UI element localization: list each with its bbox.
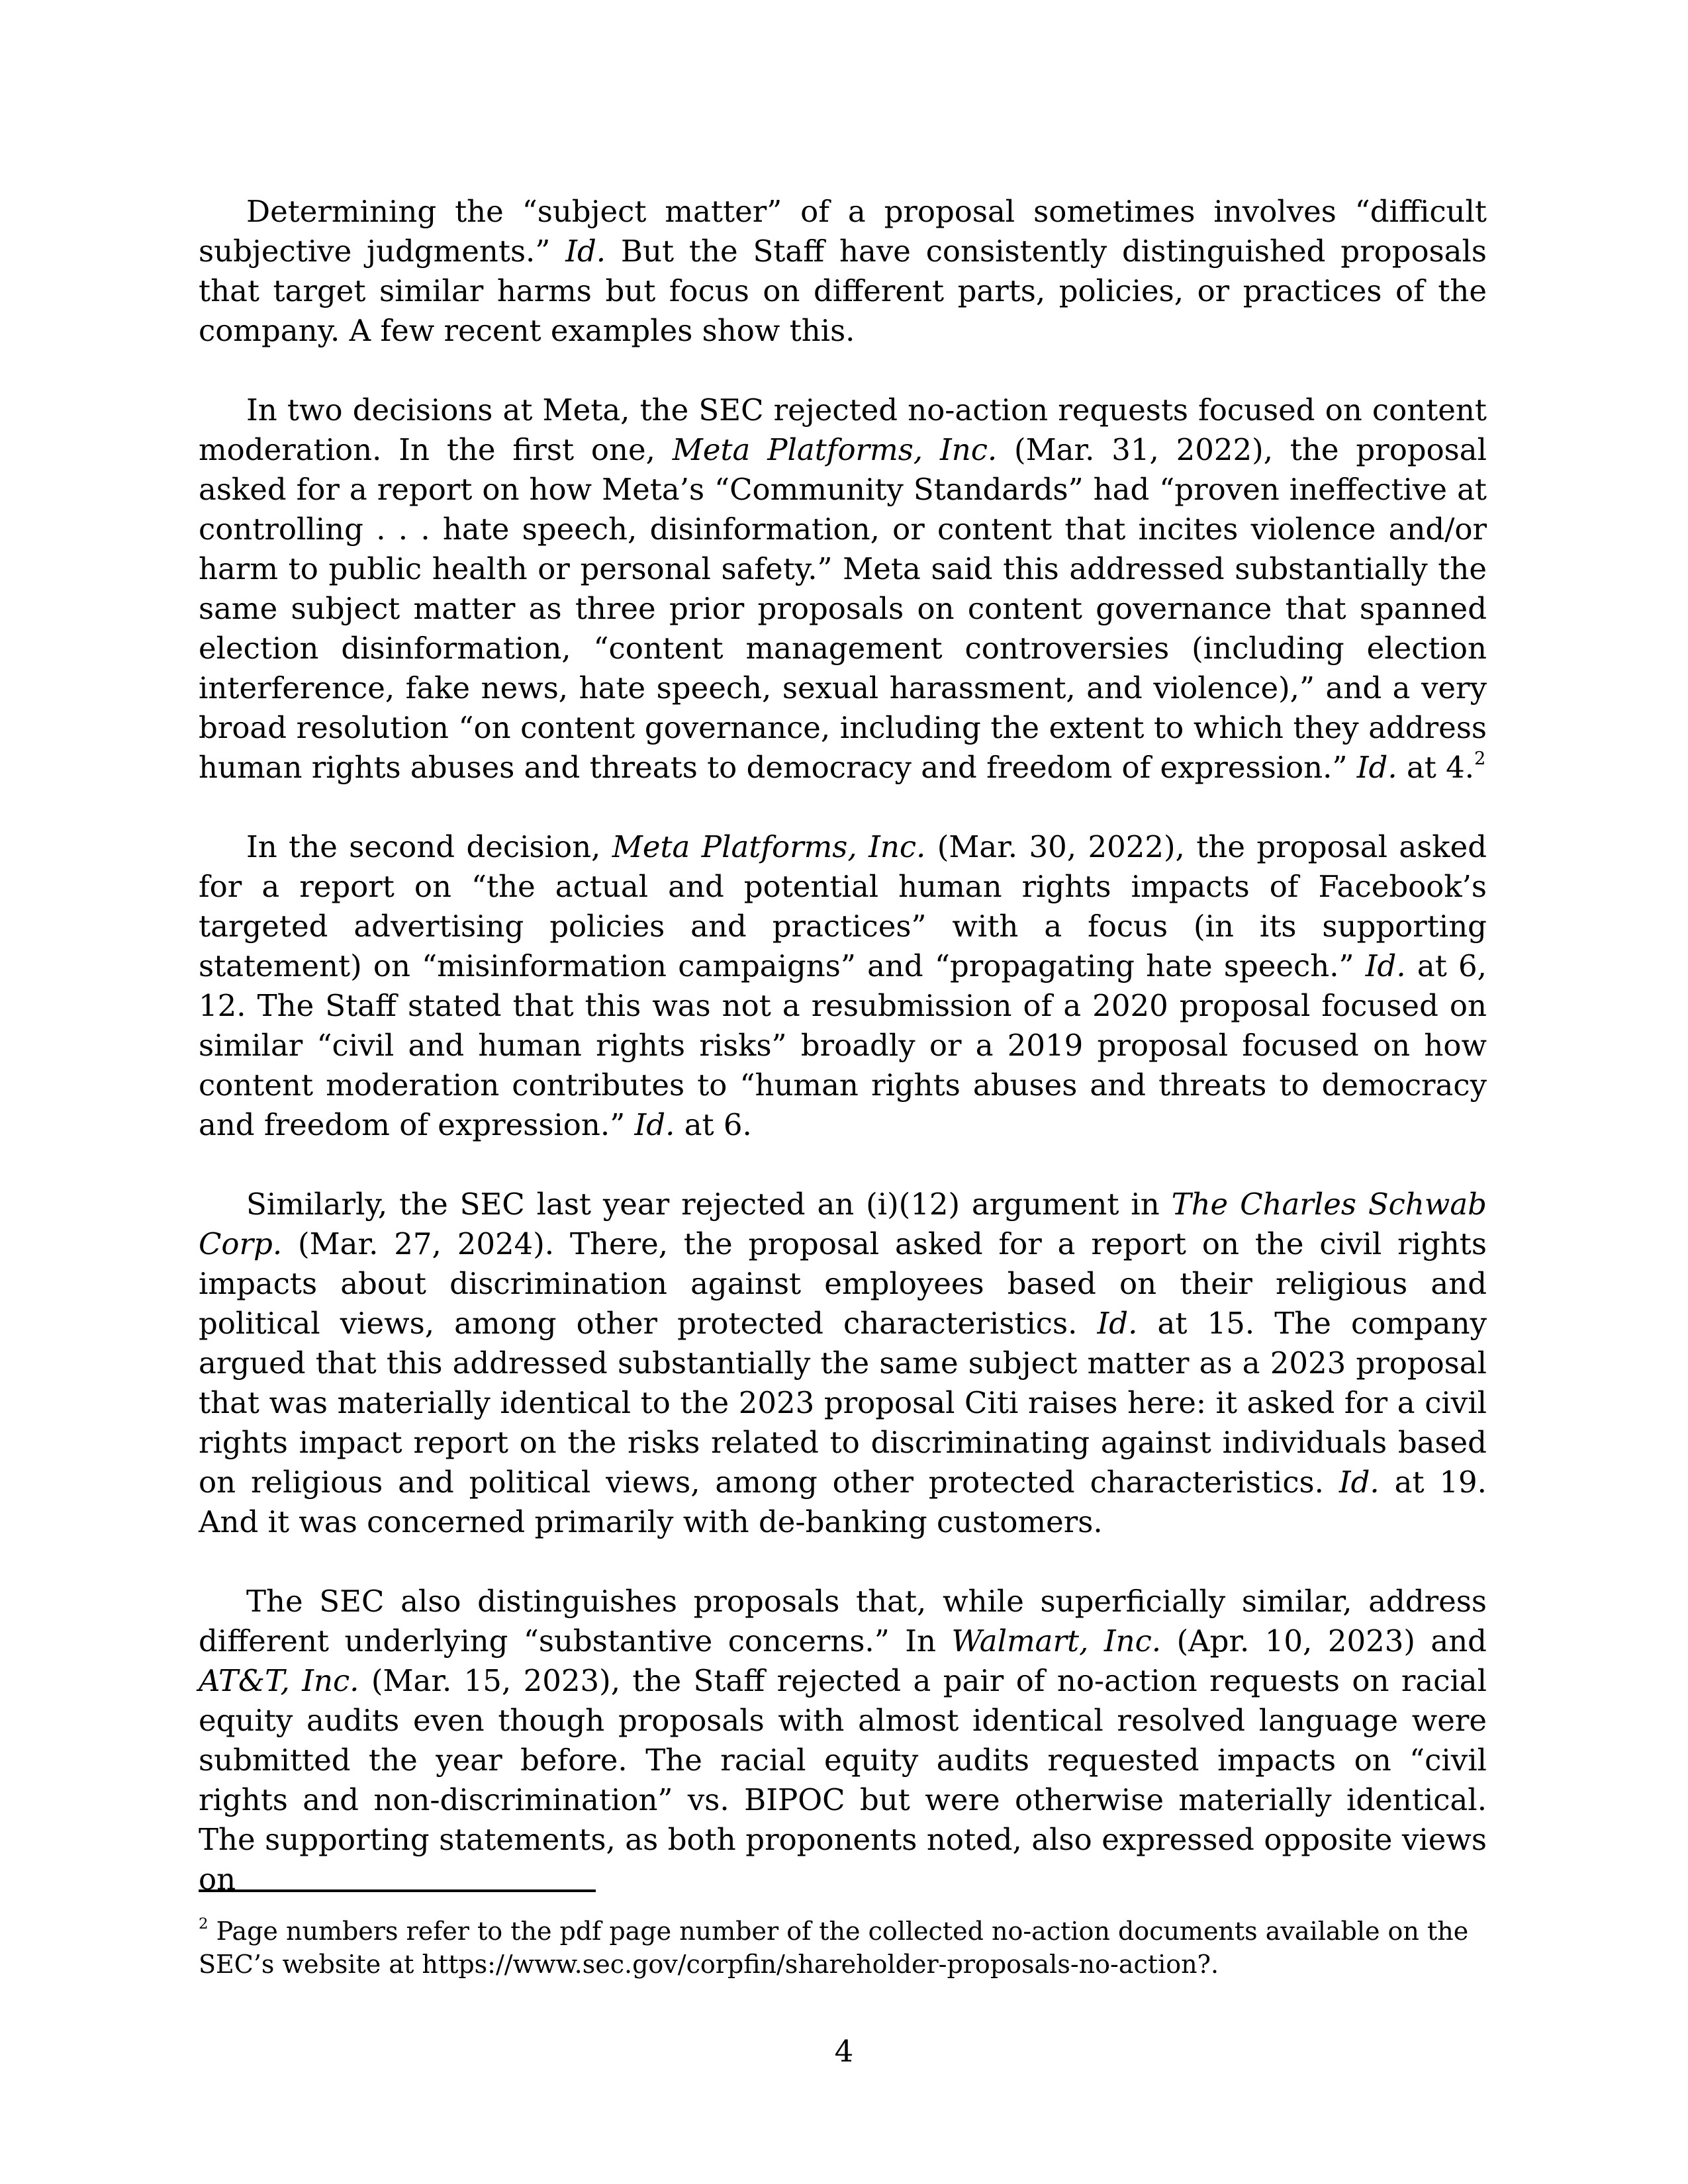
paragraph-text: at 15. The company argued that this addressed substantially the same subject matter as a 2023 proposal that was materially identical to the 2023 proposal Citi raises here: it asked for a civil rights impact report on the risks related to discriminating against individuals based on religious and political views, among other protected characteristics. <box>199 1306 1487 1500</box>
paragraph-text: at 19. And it was concerned primarily with de-banking customers. <box>199 1465 1487 1539</box>
paragraph <box>199 192 1487 351</box>
paragraph-text: (Mar. 27, 2024). There, the proposal asked for a report on the civil rights impacts about discrimination against employees based on their religious and political views, among other protected characteristics. <box>199 1226 1487 1341</box>
footnote-divider <box>199 1889 596 1892</box>
italic-citation: The Charles Schwab Corp. <box>199 1187 1487 1261</box>
paragraph-text: In the second decision, <box>246 829 612 864</box>
italic-citation: Meta Platforms, Inc. <box>612 829 926 864</box>
paragraph-text: Determining the “subject matter” of a proposal sometimes involves “difficult subjective judgments.” <box>199 194 1487 269</box>
italic-citation: Id. <box>1097 1306 1138 1341</box>
italic-citation: Id. <box>1365 948 1406 983</box>
paragraph-text: at 6, 12. The Staff stated that this was not a resubmission of a 2020 proposal focused on similar “civil and human rights risks” broadly or a 2019 proposal focused on how content moderation contributes to “human rights abuses and threats to democracy and freedom of expression.” <box>199 948 1487 1142</box>
paragraph-text: In two decisions at Meta, the SEC rejected no-action requests focused on content moderation. In the first one, <box>199 392 1487 467</box>
paragraph <box>199 1185 1487 1542</box>
document-body <box>199 192 1487 1899</box>
paragraph <box>199 390 1487 788</box>
italic-citation: Walmart, Inc. <box>951 1623 1162 1659</box>
italic-citation: Id. <box>634 1107 675 1142</box>
italic-citation: AT&T, Inc. <box>199 1663 359 1698</box>
paragraph-text: But the Staff have consistently distinguished proposals that target similar harms but focus on different parts, policies, or practices of the company. A few recent examples show this. <box>199 234 1487 348</box>
italic-citation: Meta Platforms, Inc. <box>672 432 998 467</box>
paragraph-text: (Mar. 30, 2022), the proposal asked for a report on “the actual and potential human rights impacts of Facebook’s targeted advertising policies and practices” with a focus (in its supporting statement) on “misinformation campaigns” and “propagating hate speech.” <box>199 829 1487 983</box>
footnote-text: Page numbers refer to the pdf page number of the collected no-action documents available on the SEC’s website at https://www.sec.gov/corpfin/shareholder-proposals-no-action?. <box>199 1917 1469 1979</box>
footnote <box>199 1915 1487 1981</box>
paragraph <box>199 827 1487 1145</box>
paragraph-text: at 6. <box>675 1107 752 1142</box>
footnote-reference: 2 <box>1474 748 1486 769</box>
paragraph <box>199 1582 1487 1899</box>
italic-citation: Id. <box>1338 1465 1380 1500</box>
footnote-marker: 2 <box>199 1915 209 1933</box>
paragraph-text: (Mar. 15, 2023), the Staff rejected a pair of no-action requests on racial equity audits even though proposals with almost identical resolved language were submitted the year before. The racial equity audits requested impacts on “civil rights and non-discrimination” vs. BIPOC but were otherwise materially identical. The supporting statements, as both proponents noted, also expressed opposite views on <box>199 1663 1487 1897</box>
paragraph-text: Similarly, the SEC last year rejected an (i)(12) argument in <box>246 1187 1172 1222</box>
paragraph-text: (Mar. 31, 2022), the proposal asked for a report on how Meta’s “Community Standards” had “proven ineffective at controlling . . . hate speech, disinformation, or content that incites violence and/or harm to public health or personal safety.” Meta said this addressed substantially the same subject matter as three prior proposals on content governance that spanned election disinformation, “content management controversies (including election interference, fake news, hate speech, sexual harassment, and violence),” and a very broad resolution “on content governance, including the extent to which they address human rights abuses and threats to democracy and freedom of expression.” <box>199 432 1487 785</box>
page-number: 4 <box>834 2034 854 2069</box>
paragraph-text: (Apr. 10, 2023) and <box>1161 1623 1487 1659</box>
italic-citation: Id. <box>565 234 606 269</box>
paragraph-text: The SEC also distinguishes proposals that, while superficially similar, address different underlying “substantive concerns.” In <box>199 1584 1487 1659</box>
italic-citation: Id. <box>1356 750 1397 785</box>
paragraph-text: at 4. <box>1397 750 1475 785</box>
